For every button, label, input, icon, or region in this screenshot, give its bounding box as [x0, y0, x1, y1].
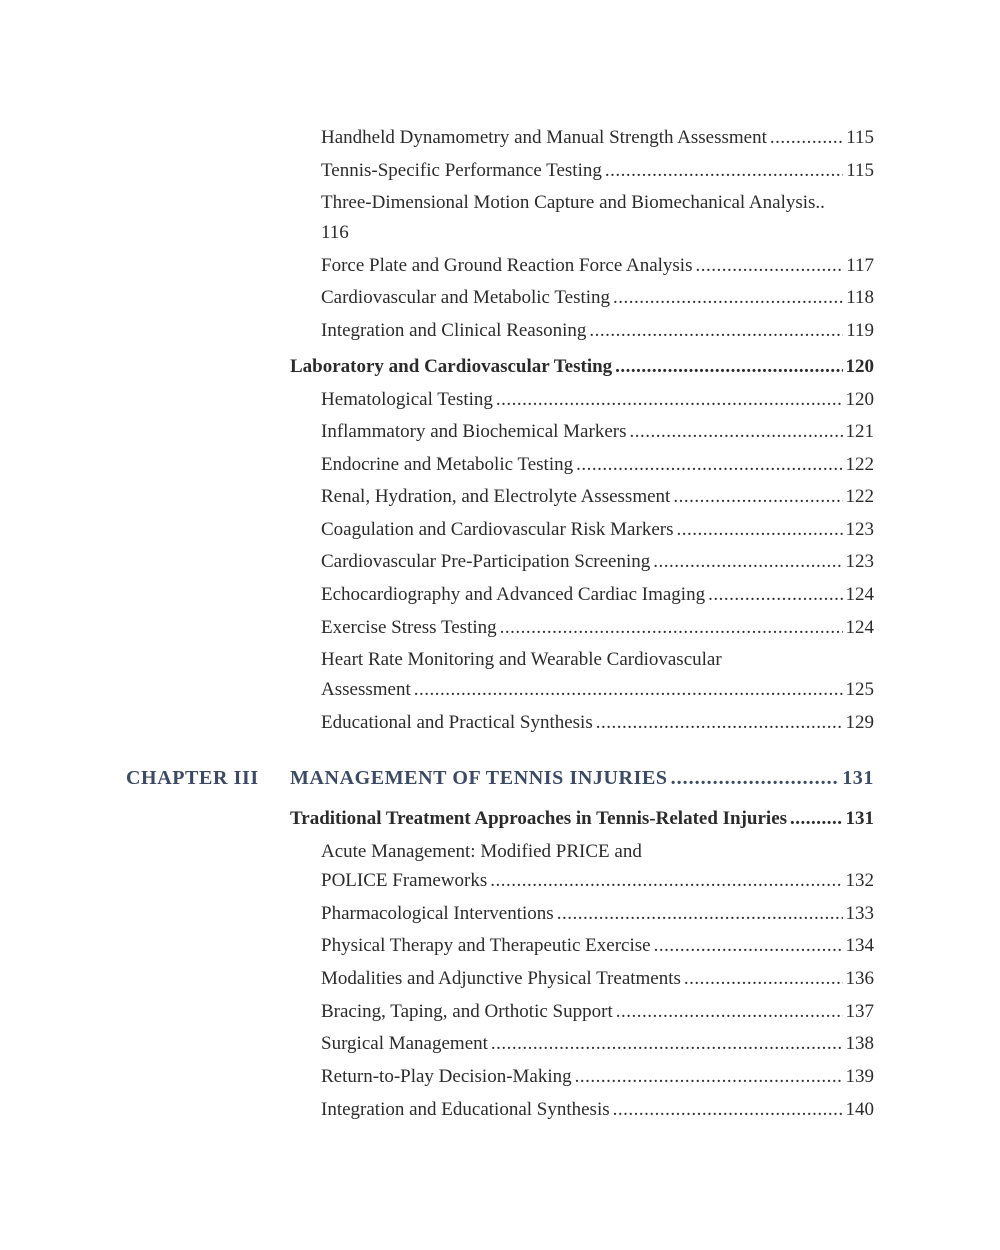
dot-leader	[576, 450, 842, 480]
toc-entry-page: 118	[846, 287, 874, 308]
toc-section-page: 120	[845, 356, 874, 377]
toc-entry[interactable]	[321, 385, 874, 415]
dot-leader	[676, 515, 842, 545]
dot-leader	[708, 580, 842, 610]
toc-section-page: 131	[845, 808, 874, 829]
toc-entry-title: Surgical Management	[321, 1033, 488, 1054]
dot-leader	[673, 482, 842, 512]
toc-entry-page: 133	[845, 903, 874, 924]
toc-section-title: Traditional Treatment Approaches in Tennis-Related Injuries	[290, 808, 788, 829]
toc-entry-page: 138	[845, 1033, 874, 1054]
dot-leader	[496, 385, 843, 415]
toc-entry-page: 121	[845, 421, 874, 442]
toc-entry[interactable]	[321, 899, 874, 929]
dot-leader	[414, 675, 843, 705]
toc-entry-page: 140	[845, 1099, 874, 1120]
toc-entry-title: Integration and Educational Synthesis	[321, 1099, 610, 1120]
toc-entry-title: Integration and Clinical Reasoning	[321, 320, 587, 341]
toc-entry[interactable]	[321, 283, 874, 313]
toc-entry-page: 136	[845, 968, 874, 989]
dot-leader	[613, 1095, 843, 1125]
toc-entry-title: Return-to-Play Decision-Making	[321, 1066, 572, 1087]
toc-section-title: Laboratory and Cardiovascular Testing	[290, 356, 613, 377]
toc-entry-page: 125	[845, 679, 874, 700]
dot-leader	[616, 997, 843, 1027]
toc-entry-page: 122	[845, 454, 874, 475]
toc-entry-page: 117	[846, 255, 874, 276]
toc-entry[interactable]	[321, 547, 874, 577]
dot-leader	[613, 283, 843, 313]
toc-entry-page: 122	[845, 486, 874, 507]
dot-leader	[790, 804, 842, 834]
toc-entry-title: Bracing, Taping, and Orthotic Support	[321, 1001, 613, 1022]
toc-entry-page: 116	[321, 222, 349, 243]
toc-entry[interactable]	[321, 450, 874, 480]
toc-entry-title: Cardiovascular and Metabolic Testing	[321, 287, 611, 308]
toc-entry-page: 129	[845, 712, 874, 733]
toc-entry[interactable]	[321, 123, 874, 153]
toc-entry-title: Exercise Stress Testing	[321, 617, 497, 638]
toc-entry-title: Physical Therapy and Therapeutic Exercise	[321, 935, 651, 956]
dot-leader	[491, 1029, 843, 1059]
toc-entry[interactable]	[321, 931, 874, 961]
dot-leader	[575, 1062, 843, 1092]
dot-leader	[500, 613, 843, 643]
toc-entry-title: Handheld Dynamometry and Manual Strength Assessment	[321, 127, 767, 148]
toc-entry[interactable]	[321, 613, 874, 643]
toc-entry-page: 139	[845, 1066, 874, 1087]
toc-entry[interactable]	[321, 515, 874, 545]
toc-chapter-page: 131	[842, 767, 874, 789]
toc-entry-page: 137	[845, 1001, 874, 1022]
dot-leader	[654, 931, 843, 961]
toc-entry-page: 115	[846, 160, 874, 181]
toc-entry[interactable]	[321, 580, 874, 610]
toc-entry-page: 120	[845, 389, 874, 410]
toc-section[interactable]	[290, 804, 874, 834]
toc-entry[interactable]	[321, 316, 874, 346]
toc-entry-title: Cardiovascular Pre-Participation Screening	[321, 551, 651, 572]
toc-entry[interactable]	[321, 708, 874, 738]
toc-entry-title: Endocrine and Metabolic Testing	[321, 454, 574, 475]
dot-leader	[671, 763, 840, 793]
toc-entry-page: 119	[846, 320, 874, 341]
toc-entry[interactable]	[321, 417, 874, 447]
toc-entry-title: Renal, Hydration, and Electrolyte Assessment	[321, 486, 671, 507]
dot-leader	[684, 964, 843, 994]
dot-leader	[605, 156, 843, 186]
toc-entry[interactable]	[321, 1062, 874, 1092]
toc-entry-title-line[interactable]: Acute Management: Modified PRICE and	[321, 841, 642, 862]
toc-entry-title: Inflammatory and Biochemical Markers	[321, 421, 627, 442]
toc-entry-title: Tennis-Specific Performance Testing	[321, 160, 602, 181]
dot-leader	[596, 708, 843, 738]
toc-entry[interactable]	[321, 964, 874, 994]
dot-leader	[490, 866, 842, 896]
chapter-label: CHAPTER III	[126, 767, 259, 789]
toc-entry-page: 123	[845, 519, 874, 540]
toc-entry-title: Force Plate and Ground Reaction Force Analysis	[321, 255, 693, 276]
toc-entry-title: Assessment	[321, 679, 411, 700]
toc-entry-page: 124	[845, 617, 874, 638]
toc-entry-page: 123	[845, 551, 874, 572]
toc-chapter[interactable]	[290, 763, 874, 793]
dot-leader	[770, 123, 843, 153]
dot-leader	[653, 547, 842, 577]
toc-entry[interactable]	[321, 251, 874, 281]
toc-section[interactable]	[290, 352, 874, 382]
toc-entry-title: Coagulation and Cardiovascular Risk Markers	[321, 519, 674, 540]
toc-entry-page: 132	[845, 870, 874, 891]
toc-entry-page: 124	[845, 584, 874, 605]
toc-entry-title: Hematological Testing	[321, 389, 493, 410]
toc-entry-title: Modalities and Adjunctive Physical Treatments	[321, 968, 681, 989]
toc-entry[interactable]	[321, 997, 874, 1027]
toc-entry[interactable]	[321, 156, 874, 186]
toc-entry[interactable]	[321, 1029, 874, 1059]
toc-entry[interactable]	[321, 482, 874, 512]
dot-leader	[629, 417, 842, 447]
toc-entry-title-line[interactable]: Three-Dimensional Motion Capture and Biomechanical Analysis..	[321, 192, 825, 213]
dot-leader	[557, 899, 843, 929]
toc-entry[interactable]	[321, 866, 874, 896]
toc-entry-title: POLICE Frameworks	[321, 870, 488, 891]
dot-leader	[589, 316, 843, 346]
toc-entry[interactable]	[321, 675, 874, 705]
toc-entry-title: Pharmacological Interventions	[321, 903, 554, 924]
toc-entry[interactable]	[321, 1095, 874, 1125]
dot-leader	[695, 251, 843, 281]
toc-entry-page: 134	[845, 935, 874, 956]
dot-leader	[615, 352, 842, 382]
toc-entry-title: Echocardiography and Advanced Cardiac Imaging	[321, 584, 706, 605]
toc-chapter-title: MANAGEMENT OF TENNIS INJURIES	[290, 767, 668, 789]
toc-entry-title-line[interactable]: Heart Rate Monitoring and Wearable Cardiovascular	[321, 649, 722, 670]
toc-entry-title: Educational and Practical Synthesis	[321, 712, 593, 733]
toc-entry-page: 115	[846, 127, 874, 148]
